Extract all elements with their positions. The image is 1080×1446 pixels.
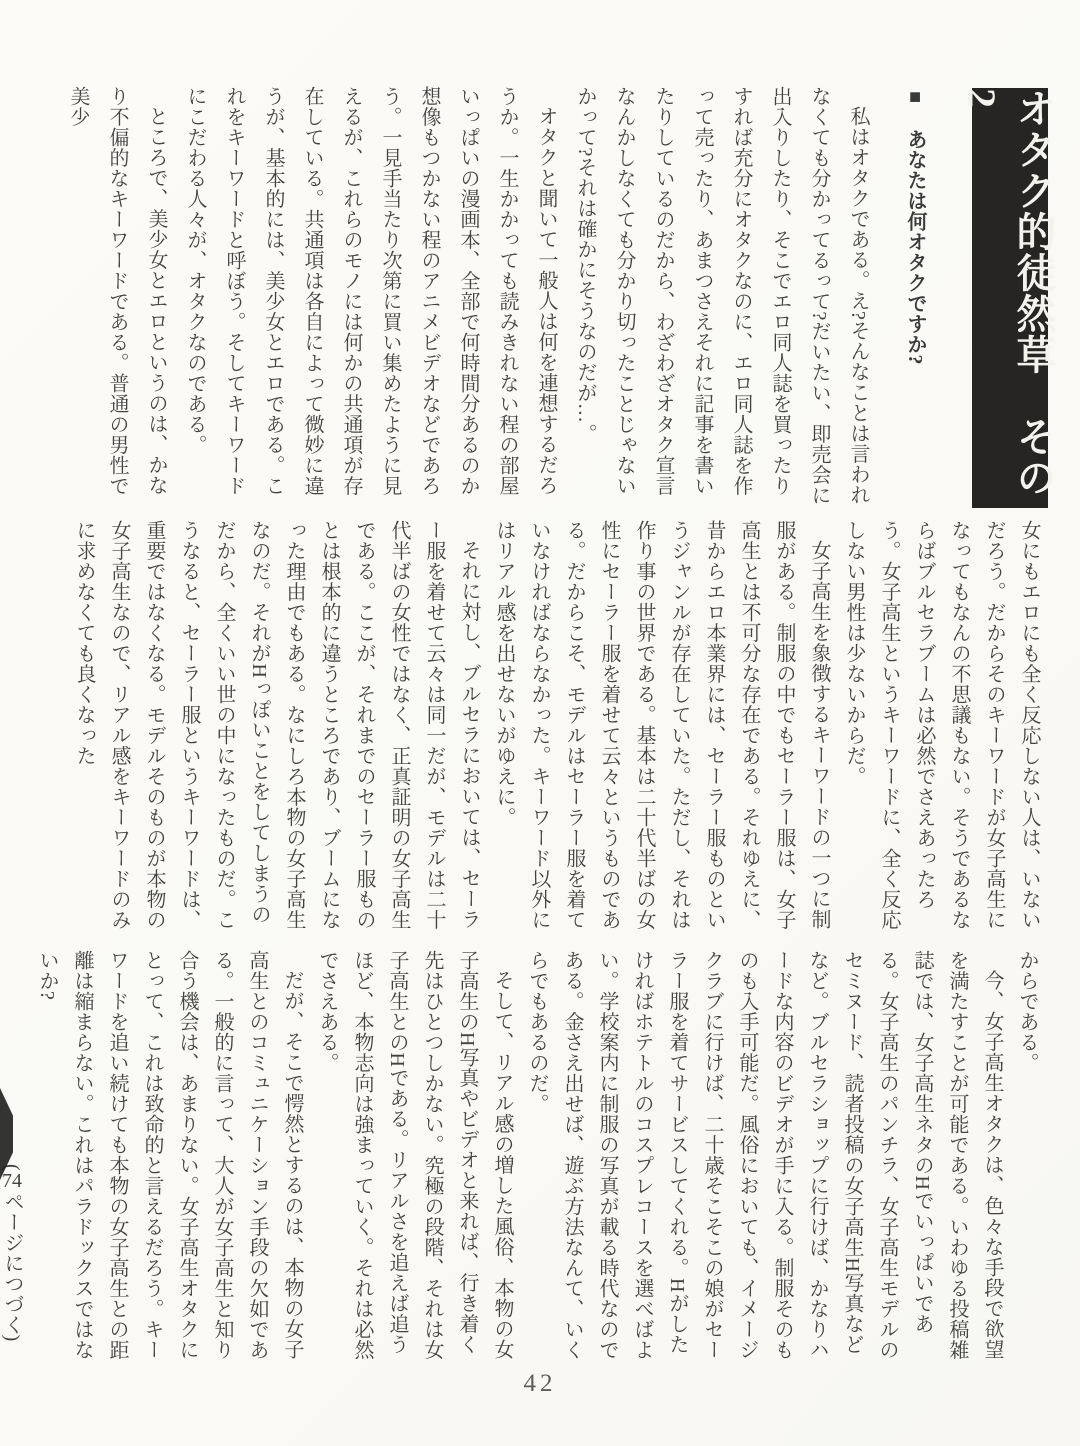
article-title-banner bbox=[959, 88, 1056, 508]
text-band-top bbox=[58, 86, 934, 506]
paragraph-2: オタクと聞いて一般人は何を連想するだろうか。一生かかっても読みきれない程の部屋いっぱいの漫画本、全部で何時間分あるのか想像もつかない程のアニメビデオなどであろう。一見手当たり次第に買い集めたように見えるが、これらのモノには何かの共通項が存在している。共通項は各自によって微妙に違うが、基本的には、美少女とエロである。これをキーワードと呼ぼう。そしてキーワードにこだわる人々が、オタクなのである。 bbox=[184, 86, 557, 496]
page-number: 42 bbox=[523, 1370, 557, 1397]
paragraph-3-start: ところで、美少女とエロというのは、かなり不偏的なキーワードである。普通の男性で美少 bbox=[67, 86, 167, 496]
paragraph-5-continued: からである。 bbox=[1016, 950, 1038, 1073]
paragraph-6: 今、女子高生オタクは、色々な手段で欲望を満たすことが可能である。いわゆる投稿雑誌では、女子高生ネタのHでいっぱいである。女子高生のパンチラ、女子高生モデルのセミヌード、読者投稿の女子高生H写真などなど。ブルセラショップに行けば、かなりハードな内容のビデオが手に入る。制服そのものも入手可能だ。風俗においても、イメージクラブに行けば、二十歳そこそこの娘がセーラー服を着てサービスしてくれる。Hがしたければホテトルのコスプレコースを選べばよい。学校案内に制服の写真が載る時代なのである。金さえ出せば、遊ぶ方法なんて、いくらでもあるのだ。 bbox=[526, 950, 1003, 1360]
paragraph-5-start: それに対し、ブルセラにおいては、セーラー服を着せて云々は同一だが、モデルは二十代半ばの女性ではなく、正真証明の女子高生である。ここが、それまでのセーラー服ものとは根本的に違うところであり、ブームになった理由でもある。なにしろ本物の女子高生なのだ。それがHっぽいことをしてしまうのだから、全くいい世の中になったものだ。こうなると、セーラー服というキーワードは、重要ではなくなる。モデルそのものが本物の女子高生なので、リアル感をキーワードのみに求めなくても良くなった bbox=[73, 520, 480, 930]
paragraph-4: 女子高生を象徴するキーワードの一つに制服がある。制服の中でもセーラー服は、女子高生とは不可分な存在である。それゆえに、昔からエロ本業界には、セーラー服ものというジャンルが存在していた。ただし、それは作り事の世界である。基本は二十代半ばの女性にセーラー服を着せて云々というものである。だからこそ、モデルはセーラー服を着ていなければならなかった。キーワード以外にはリアル感を出せないがゆえに。 bbox=[493, 520, 830, 930]
text-band-middle bbox=[66, 520, 1046, 940]
paragraph-8: だが、そこで愕然とするのは、本物の女子高生とのコミュニケーション手段の欠如である。一般的に言って、大人が女子高生と知り合う機会は、あまりない。女子高生オタクにとって、これは致命的と言えるだろう。キーワードを追い続けても本物の女子高生との距離は縮まらない。これはパラドックスではないか? bbox=[36, 950, 303, 1360]
continuation-open-paren: ( bbox=[1, 1164, 23, 1172]
article-title: オタク的徒然草 その2 bbox=[959, 88, 1056, 498]
paragraph-3-continued: 女にもエロにも全く反応しない人は、いないだろう。だからそのキーワードが女子高生になってもなんの不思議もない。そうであるならばブルセラブームは必然でさえあったろう。女子高生というキーワードに、全く反応しない男性は少ないからだ。 bbox=[843, 520, 1040, 930]
paragraph-1: 私はオタクである。え?そんなことは言われなくても分かってるって?だいたい、即売会に出入りしたり、そこでエロ同人誌を買ったりすれば充分にオタクなのに、エロ同人誌を作って売ったり、あまつさえそれに記事を書いたりしているのだから、わざわざオタク宣言なんかしなくても分かり切ったことじゃないかって?それは確かにそうなのだが…。 bbox=[574, 86, 869, 506]
continuation-text: ページにつづく) bbox=[1, 1191, 23, 1342]
paragraph-7: そして、リアル感の増した風俗、本物の女子高生のH写真やビデオと来れば、行き着く先はひとつしかない。究極の段階、それは女子高生とのHである。リアルさを追えば追うほど、本物志向は強まっていく。それは必然でさえある。 bbox=[316, 950, 513, 1360]
section-heading: ■ あなたは何オタクですか? bbox=[904, 86, 926, 365]
continuation-page-number: 74 bbox=[2, 1171, 22, 1192]
text-band-bottom bbox=[0, 950, 1044, 1370]
